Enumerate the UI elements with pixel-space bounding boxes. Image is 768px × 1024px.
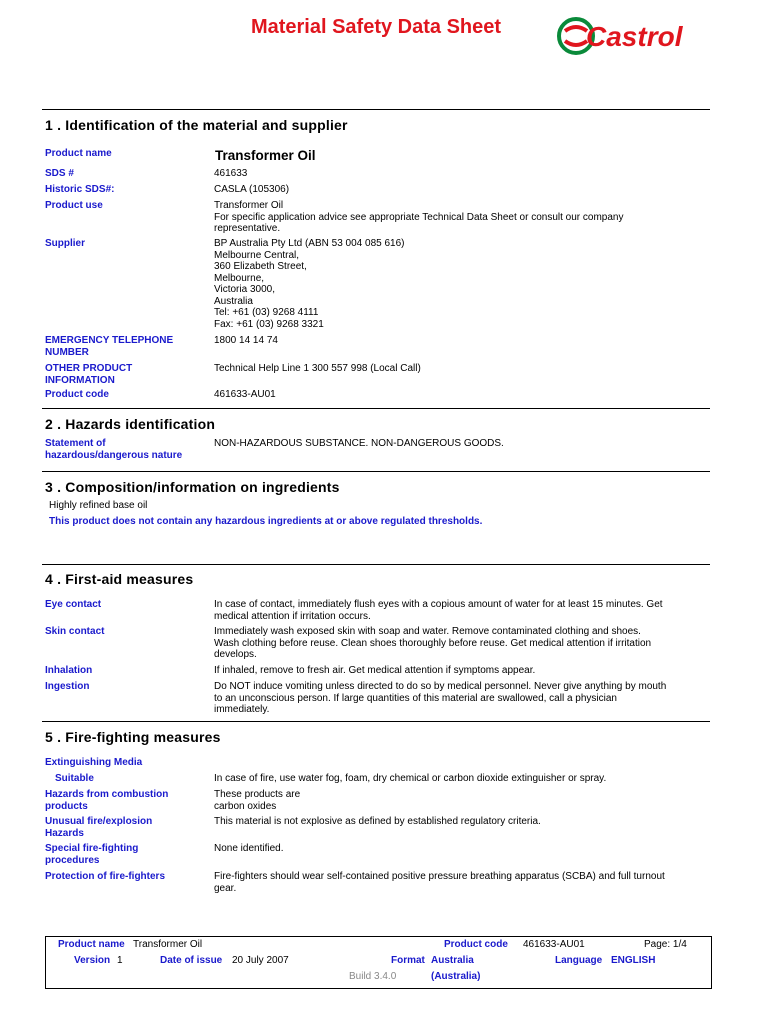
skin-contact-value: Immediately wash exposed skin with soap and water. Remove contaminated clothing and shoes. Wash clothing before reuse. Clean shoes thoroughly before reuse. Get medical attention if irritation develops. [214, 626, 652, 660]
supplier-value: BP Australia Pty Ltd (ABN 53 004 085 616) Melbourne Central, 360 Elizabeth Street, Melbourne, Victoria 3000, Australia Tel: +61 (03) 9268 4111 Fax: +61 (03) 9268 3321 [214, 238, 405, 330]
footer-product-code-label: Product code [444, 939, 508, 950]
ingestion-value: Do NOT induce vomiting unless directed to do so by medical personnel. Never give anything by mouth to an unconscious person. If large quantities of this material are swallowed, call a physician immediately. [214, 681, 667, 715]
sds-value: 461633 [214, 168, 248, 179]
footer-format: Australia [431, 955, 474, 966]
section-divider [42, 408, 710, 409]
eye-contact-value: In case of contact, immediately flush eyes with a copious amount of water for at least 15 minutes. Get medical attention if irritation occurs. [214, 599, 663, 622]
castrol-logo-wordmark: Castrol [586, 21, 683, 52]
extinguishing-media-label: Extinguishing Media [45, 757, 143, 768]
product-use-label: Product use [45, 200, 103, 211]
product-name-value: Transformer Oil [215, 148, 316, 163]
section-divider [42, 721, 710, 722]
special-procedures-label: Special fire-fighting procedures [45, 843, 139, 866]
statement-value: NON-HAZARDOUS SUBSTANCE. NON-DANGEROUS GOODS. [214, 438, 504, 449]
product-code-value: 461633-AU01 [214, 389, 276, 400]
castrol-logo [556, 14, 712, 58]
footer-issue-date: 20 July 2007 [232, 955, 289, 966]
footer-issue-label: Date of issue [160, 955, 223, 966]
suitable-label: Suitable [55, 773, 94, 784]
section-5-title: 5 . Fire-fighting measures [45, 729, 221, 745]
footer-language: ENGLISH [611, 955, 656, 966]
inhalation-label: Inhalation [45, 665, 93, 676]
section-divider [42, 564, 710, 565]
protection-label: Protection of fire-fighters [45, 871, 166, 882]
composition-text: Highly refined base oil [49, 500, 148, 511]
inhalation-value: If inhaled, remove to fresh air. Get medical attention if symptoms appear. [214, 665, 536, 676]
document-title: Material Safety Data Sheet [250, 16, 502, 38]
other-info-value: Technical Help Line 1 300 557 998 (Local Call) [214, 363, 421, 374]
footer-version: 1 [117, 955, 123, 966]
product-code-label: Product code [45, 389, 109, 400]
unusual-hazards-label: Unusual fire/explosion Hazards [45, 816, 153, 839]
section-1-title: 1 . Identification of the material and supplier [45, 117, 348, 133]
special-procedures-value: None identified. [214, 843, 284, 854]
section-4-title: 4 . First-aid measures [45, 571, 194, 587]
product-name-label: Product name [45, 148, 112, 159]
historic-sds-value: CASLA (105306) [214, 184, 290, 195]
combustion-hazards-label: Hazards from combustion products [45, 789, 169, 812]
footer-product-name: Transformer Oil [133, 939, 203, 950]
footer-region: (Australia) [431, 971, 481, 982]
footer-product-code: 461633-AU01 [523, 939, 585, 950]
statement-label: Statement of hazardous/dangerous nature [45, 438, 183, 461]
unusual-hazards-value: This material is not explosive as defined by established regulatory criteria. [214, 816, 541, 827]
footer-product-name-label: Product name [58, 939, 125, 950]
footer-build: Build 3.4.0 [349, 971, 397, 982]
footer-language-label: Language [555, 955, 603, 966]
footer-format-label: Format [391, 955, 425, 966]
ingestion-label: Ingestion [45, 681, 90, 692]
composition-note: This product does not contain any hazardous ingredients at or above regulated thresholds. [49, 516, 483, 527]
footer-version-label: Version [74, 955, 111, 966]
sds-label: SDS # [45, 168, 74, 179]
suitable-value: In case of fire, use water fog, foam, dry chemical or carbon dioxide extinguisher or spray. [214, 773, 607, 784]
skin-contact-label: Skin contact [45, 626, 105, 637]
protection-value: Fire-fighters should wear self-contained positive pressure breathing apparatus (SCBA) and full turnout gear. [214, 871, 665, 894]
emergency-value: 1800 14 14 74 [214, 335, 278, 346]
page-footer [45, 936, 712, 989]
footer-page-number: Page: 1/4 [644, 939, 687, 950]
eye-contact-label: Eye contact [45, 599, 102, 610]
other-info-label: OTHER PRODUCT INFORMATION [45, 363, 133, 386]
section-3-title: 3 . Composition/information on ingredients [45, 479, 340, 495]
product-use-value: Transformer Oil For specific application advice see appropriate Technical Data Sheet or consult our company representative. [214, 200, 624, 234]
combustion-hazards-value: These products are carbon oxides [214, 789, 301, 812]
section-divider [42, 109, 710, 110]
section-divider [42, 471, 710, 472]
emergency-label: EMERGENCY TELEPHONE NUMBER [45, 335, 174, 358]
section-2-title: 2 . Hazards identification [45, 416, 216, 432]
supplier-label: Supplier [45, 238, 86, 249]
historic-sds-label: Historic SDS#: [45, 184, 115, 195]
